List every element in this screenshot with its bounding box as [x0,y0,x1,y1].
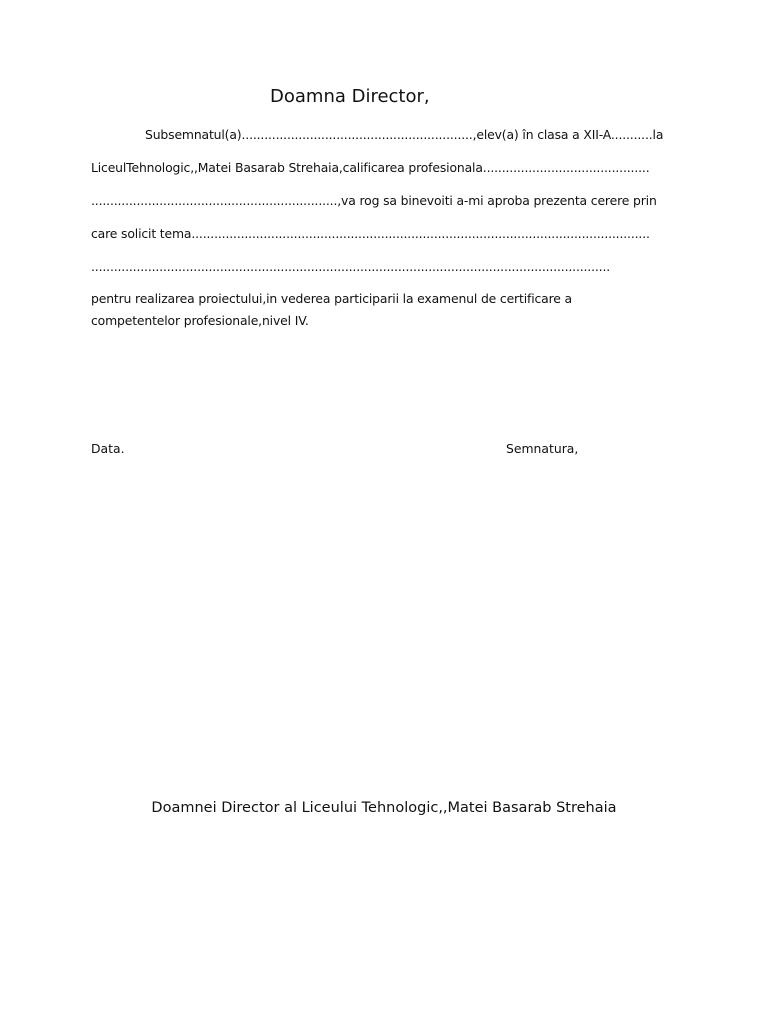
body-line-1: Subsemnatul(a).............................................................,elev(a) în clasa a XII-A...........la [145,127,664,142]
body-line-7: competentelor profesionale,nivel IV. [91,313,309,328]
signature-label: Semnatura, [506,441,579,456]
document-heading: Doamna Director, [270,86,430,107]
addressee-footer: Doamnei Director al Liceului Tehnologic,,Matei Basarab Strehaia [151,800,617,816]
date-label: Data. [91,441,125,456]
body-line-5: ......................................................................................................................................... [91,259,611,274]
body-line-4: care solicit tema......................................................................................................................... [91,226,650,241]
body-line-6: pentru realizarea proiectului,in vederea participarii la examenul de certificare a [91,291,572,306]
body-line-2: LiceulTehnologic,,Matei Basarab Strehaia,calificarea profesionala............................................ [91,160,650,175]
body-line-3: .................................................................,va rog sa binevoiti a-mi aproba prezenta cerere prin [91,193,657,208]
